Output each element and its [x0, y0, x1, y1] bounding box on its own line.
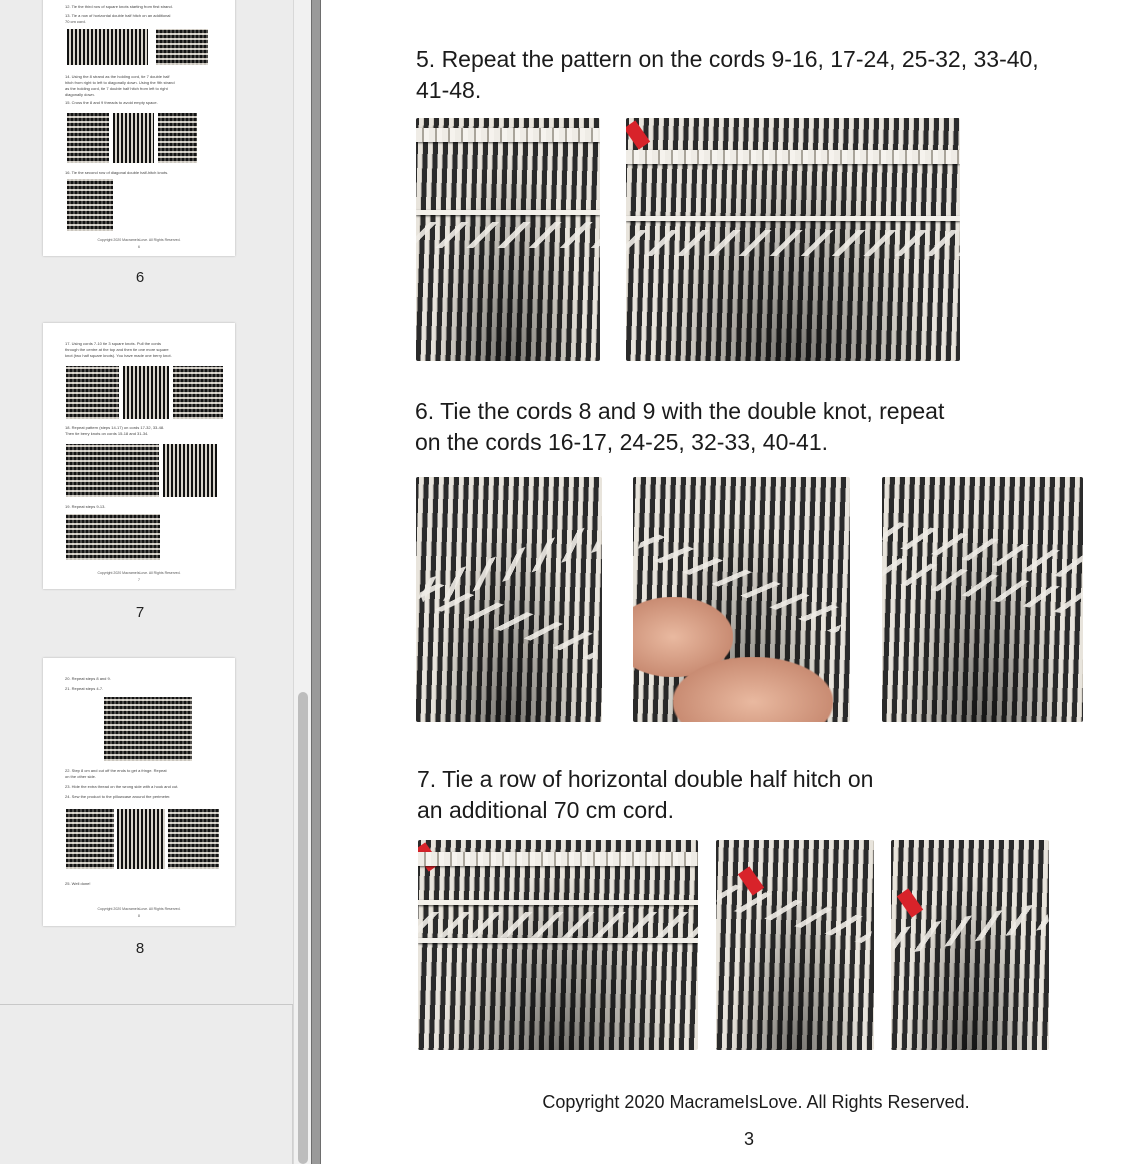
thumb-text-line: 15. Cross the 8 and 9 threads to avoid empty space.	[65, 100, 158, 105]
thumb-photo	[66, 178, 114, 232]
step-5-photo-1	[416, 118, 600, 361]
thumb-photo	[66, 112, 110, 164]
thumb-text-line: 17. Using cords 7-10 tie 3 square knots. Pull the cords	[65, 341, 162, 346]
step-5-line-1: 5. Repeat the pattern on the cords 9-16, 17-24, 25-32, 33-40,	[416, 46, 1039, 72]
thumb-text-line: 21. Repeat steps 4-7.	[65, 686, 104, 691]
thumbnail-page-6[interactable]	[43, 0, 235, 256]
thumb-text-line: diagonally down.	[65, 92, 95, 97]
thumb-footer: Copyright 2020 MacrameIsLove. All Rights Reserved.	[97, 907, 181, 911]
thumb-text-line: 23. Hide the extra thread on the wrong side with a hook and cut.	[65, 784, 179, 789]
thumb-page-label: 7	[138, 578, 140, 582]
thumb-text-line: knot (two half square knots). You have made one berry knot.	[65, 353, 172, 358]
thumb-text-line: 19. Repeat steps 9-13.	[65, 504, 106, 509]
thumb-text-line: 18. Repeat pattern (steps 14-17) on cords 17-32, 33-48.	[65, 425, 165, 430]
thumb-photo	[65, 443, 160, 498]
step-7-line-1: 7. Tie a row of horizontal double half hitch on	[417, 766, 874, 792]
thumb-footer: Copyright 2020 MacrameIsLove. All Rights Reserved.	[97, 238, 181, 242]
thumb-text-line: on the other side.	[65, 774, 96, 779]
thumb-text-line: as the holding cord, tie 7 double half hitch from left to right	[65, 86, 168, 91]
step-6-photo-2	[633, 477, 850, 722]
thumb-page-label: 8	[138, 914, 140, 918]
thumb-photo	[66, 28, 149, 66]
thumb-photo	[112, 112, 155, 164]
step-7-photo-1	[418, 840, 698, 1050]
step-6-line-1: 6. Tie the cords 8 and 9 with the double knot, repeat	[415, 398, 945, 424]
step-6-line-2: on the cords 16-17, 24-25, 32-33, 40-41.	[415, 429, 829, 455]
step-7-photo-2	[716, 840, 874, 1050]
thumb-text-line: 25. Well done!	[65, 881, 91, 886]
thumb-text-line: 20. Repeat steps 8 and 9.	[65, 676, 111, 681]
step-6-photo-1	[416, 477, 602, 722]
thumb-photo	[65, 808, 115, 870]
thumbnail-number: 6	[135, 269, 145, 286]
thumb-photo	[116, 808, 166, 870]
thumb-text-line: 14. Using the 8 strand as the holding cord, tie 7 double half	[65, 74, 170, 79]
thumbnail-sidebar	[0, 0, 293, 1164]
thumb-photo	[172, 365, 224, 420]
panel-divider[interactable]	[311, 0, 321, 1164]
thumb-text-line: 70 cm cord.	[65, 19, 86, 24]
thumb-photo	[162, 443, 218, 498]
thumb-photo	[65, 513, 161, 561]
thumb-photo	[155, 28, 209, 66]
thumb-text-line: 24. Sew the product to the pillowcase around the perimeter.	[65, 794, 171, 799]
thumb-text-line: hitch from right to left to diagonally down. Using the 9th strand	[65, 80, 175, 85]
step-7-photo-3	[891, 840, 1049, 1050]
thumb-photo	[167, 808, 220, 870]
thumbnail-number: 7	[135, 604, 145, 621]
thumb-photo	[122, 365, 170, 420]
thumb-footer: Copyright 2020 MacrameIsLove. All Rights Reserved.	[97, 571, 181, 575]
sidebar-scrollbar-thumb[interactable]	[298, 692, 308, 1164]
thumb-text-line: Then tie berry knots on cords 15-18 and 31-34.	[65, 431, 149, 436]
thumbnail-panel	[0, 0, 293, 1005]
thumb-text-line: 13. Tie a row of horizontal double half hitch on an additional	[65, 13, 171, 18]
page-footer: Copyright 2020 MacrameIsLove. All Rights Reserved.	[542, 1092, 970, 1112]
thumbnail-number: 8	[135, 940, 145, 957]
thumbnail-page-7[interactable]	[43, 323, 235, 589]
thumb-text-line: 12. Tie the third row of square knots starting from first strand.	[65, 4, 173, 9]
step-7-line-2: an additional 70 cm cord.	[417, 797, 674, 823]
thumb-photo	[65, 365, 120, 420]
thumb-text-line: 22. Step 8 cm and cut off the ends to get a fringe. Repeat	[65, 768, 167, 773]
step-6-photo-3	[882, 477, 1083, 722]
thumb-photo	[157, 112, 198, 164]
thumb-page-label: 6	[138, 245, 140, 249]
thumb-photo	[103, 696, 193, 762]
document-page	[321, 0, 1140, 1164]
step-5-line-2: 41-48.	[416, 77, 482, 103]
step-5-photo-2	[626, 118, 960, 361]
page-number: 3	[743, 1129, 754, 1149]
thumb-text-line: 16. Tie the second row of diagonal double half-hitch knots.	[65, 170, 169, 175]
thumb-text-line: through the centre at the top and then tie one more square	[65, 347, 169, 352]
thumbnail-page-8[interactable]	[43, 658, 235, 926]
